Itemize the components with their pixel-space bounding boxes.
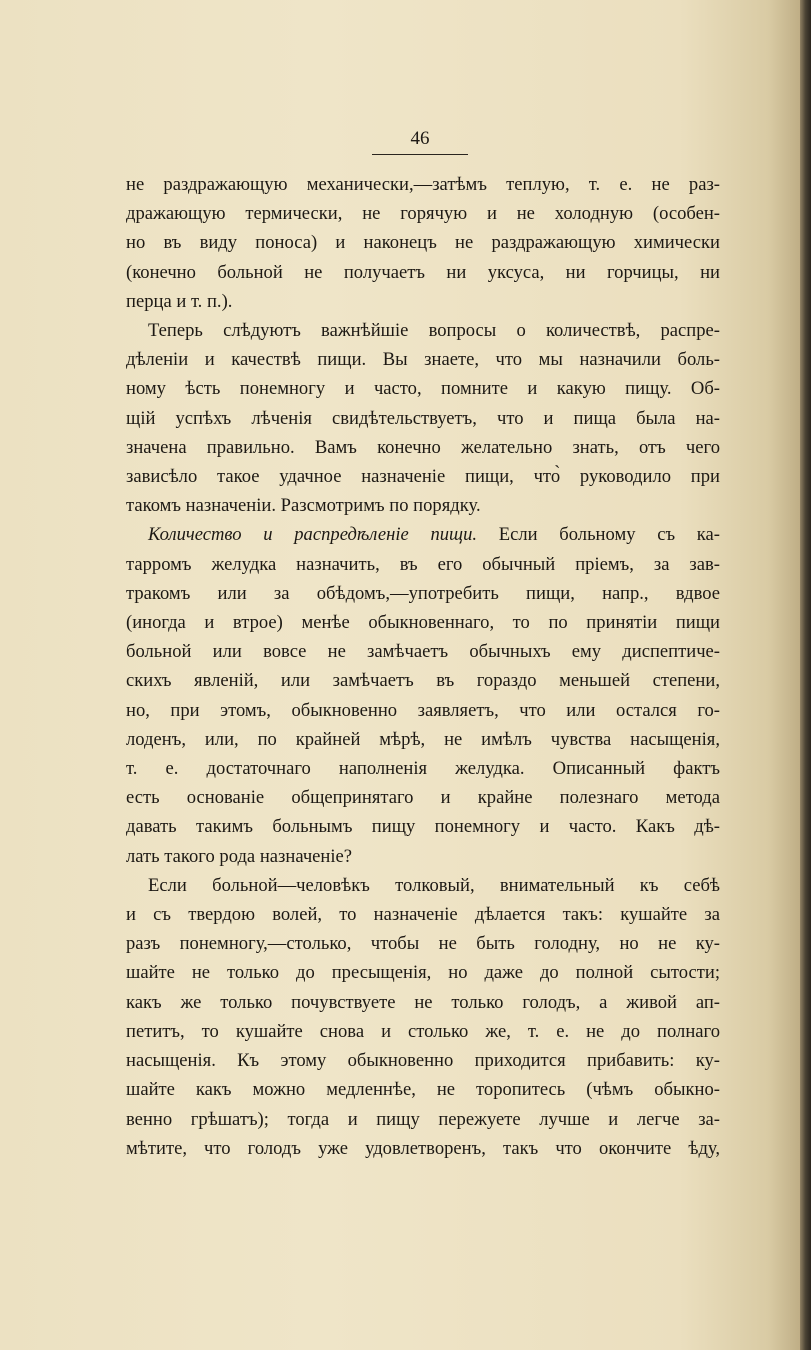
text-line: зависѣло такое удачное назначеніе пищи, что̀ руководило при: [126, 466, 720, 488]
text-line: но, при этомъ, обыкновенно заявляетъ, что или остался го-: [126, 699, 720, 721]
text-line-rest: Если больному съ ка-: [498, 524, 720, 546]
text-line: щій успѣхъ лѣченія свидѣтельствуетъ, что и пища была на-: [126, 407, 720, 429]
text-line: Если больной—человѣкъ толковый, внимательный къ себѣ: [148, 874, 720, 896]
text-line: какъ же только почувствуете не только голодъ, а живой ап-: [126, 991, 720, 1013]
text-line: разъ понемногу,—столько, чтобы не быть голодну, но не ку-: [126, 933, 720, 955]
text-line: шайте не только до пресыщенія, но даже до полной сытости;: [126, 962, 720, 984]
text-line: тракомъ или за обѣдомъ,—употребить пищи, напр., вдвое: [126, 582, 720, 604]
italic-heading: Количество и распредѣленіе пищи.: [148, 524, 478, 546]
text-line: не раздражающую механически,—затѣмъ теплую, т. е. не раз-: [126, 174, 720, 195]
text-line: мѣтите, что голодъ уже удовлетворенъ, такъ что окончите ѣду,: [126, 1137, 720, 1159]
text-line: значена правильно. Вамъ конечно желательно знать, отъ чего: [126, 436, 720, 458]
body-text: [126, 170, 720, 1163]
header-rule: [372, 154, 468, 155]
text-line: перца и т. п.).: [126, 290, 233, 312]
text-line: ному ѣсть понемногу и часто, помните и какую пищу. Об-: [126, 378, 720, 400]
text-line: но въ виду поноса) и наконецъ не раздражающую химически: [126, 232, 720, 254]
text-line: (конечно больной не получаетъ ни уксуса, ни горчицы, ни: [126, 261, 720, 283]
text-line: лоденъ, или, по крайней мѣрѣ, не имѣлъ чувства насыщенія,: [126, 728, 720, 750]
text-line: лать такого рода назначеніе?: [126, 845, 353, 867]
text-line: петитъ, то кушайте снова и столько же, т. е. не до полнаго: [126, 1020, 720, 1042]
text-line: Теперь слѣдуютъ важнѣйшіе вопросы о количествѣ, распре-: [148, 320, 720, 342]
text-line: венно грѣшатъ); тогда и пищу пережуете лучше и легче за-: [126, 1108, 720, 1130]
text-line: больной или вовсе не замѣчаетъ обычныхъ ему диспептиче-: [126, 641, 720, 663]
text-line: шайте какъ можно медленнѣе, не торопитесь (чѣмъ обыкно-: [126, 1079, 720, 1101]
page-number: 46: [410, 128, 430, 149]
book-edge: [800, 0, 811, 1350]
text-line: дражающую термически, не горячую и не холодную (особен-: [126, 203, 720, 225]
text-line: такомъ назначеніи. Разсмотримъ по порядку.: [126, 495, 481, 517]
text-line: есть основаніе общепринятаго и крайне полезнаго метода: [126, 787, 720, 809]
text-line-with-heading: [126, 520, 720, 549]
text-line: насыщенія. Къ этому обыкновенно приходится прибавить: ку-: [126, 1050, 720, 1072]
text-line: скихъ явленій, или замѣчаетъ въ гораздо меньшей степени,: [126, 670, 720, 692]
text-line: тарромъ желудка назначить, въ его обычный пріемъ, за зав-: [126, 553, 720, 575]
text-line: (иногда и втрое) менѣе обыкновеннаго, то по принятіи пищи: [126, 612, 720, 634]
text-line: дѣленіи и качествѣ пищи. Вы знаете, что мы назначили боль-: [126, 349, 720, 371]
text-line: т. е. достаточнаго наполненія желудка. Описанный фактъ: [126, 758, 720, 780]
text-line: давать такимъ больнымъ пищу понемногу и часто. Какъ дѣ-: [126, 816, 720, 838]
text-line: и съ твердою волей, то назначеніе дѣлается такъ: кушайте за: [126, 904, 720, 926]
